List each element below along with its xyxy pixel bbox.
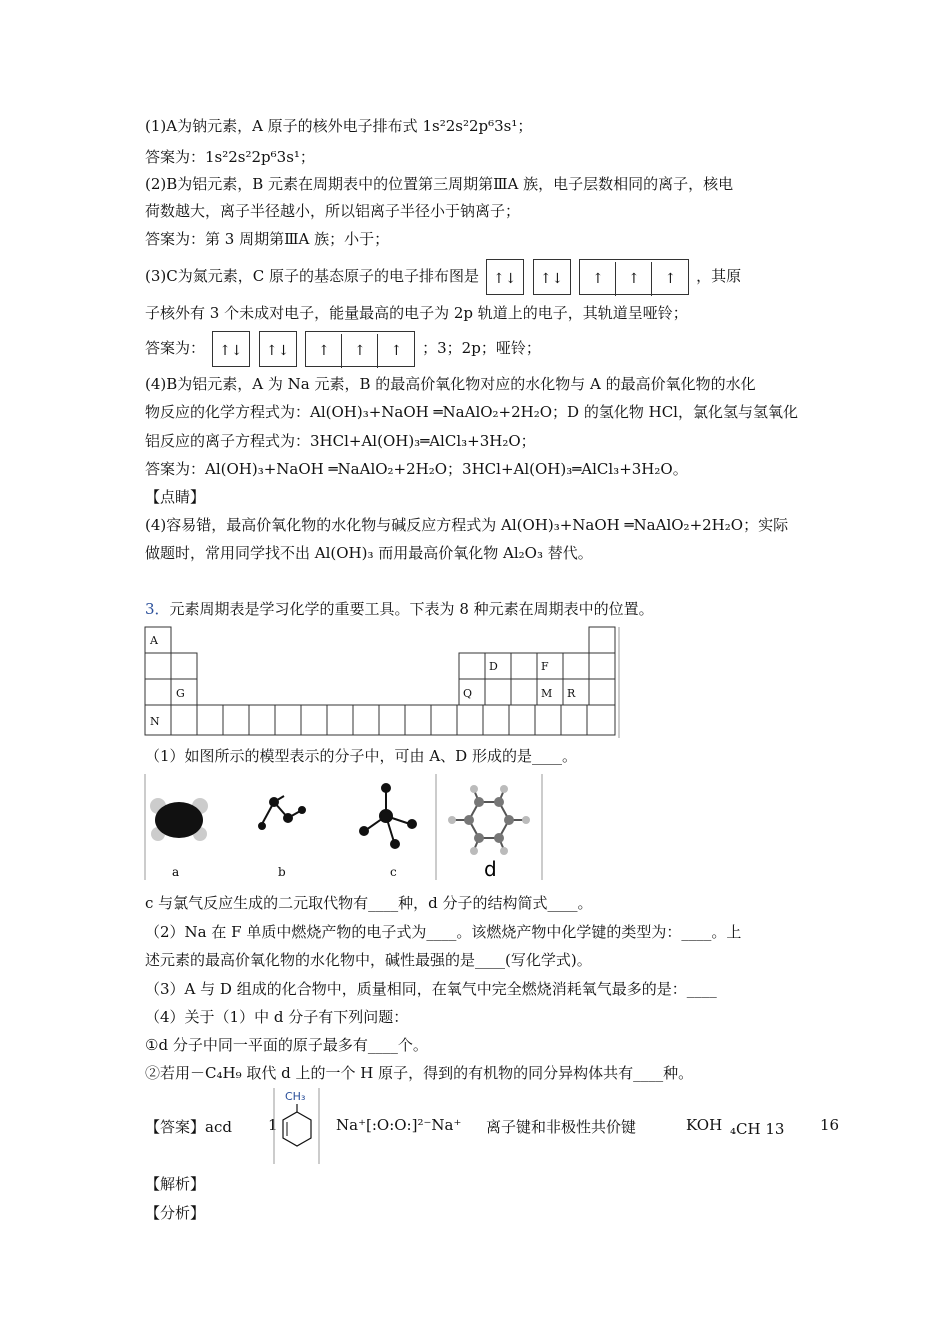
label-d: d — [484, 857, 497, 881]
toluene-structure — [273, 1088, 321, 1164]
cell-F: F — [541, 660, 549, 673]
cell-Q: Q — [463, 687, 473, 700]
question-number: 3． — [145, 600, 170, 618]
answer-toluene-prefix: 1 — [268, 1116, 278, 1134]
subquestion-1: （1）如图所示的模型表示的分子中，可由 A、D 形成的是____。 — [145, 747, 577, 765]
line-5: 答案为：第 3 周期第ⅢA 族；小于； — [145, 230, 390, 248]
line-15: 做题时，常用同学找不出 Al(OH)₃ 而用最高价氧化物 Al₂O₃ 替代。 — [145, 544, 593, 562]
answer-electron-formula: Na⁺[:O:O:]²⁻Na⁺ — [336, 1116, 462, 1134]
line-6-tail: ，其原 — [696, 267, 742, 285]
answer-methane: ₄CH 13 — [730, 1120, 785, 1138]
orbital-1s — [212, 331, 250, 367]
c-line: c 与氯气反应生成的二元取代物有____种，d 分子的结构简式____。 — [145, 894, 593, 912]
breakdown-heading: 【分析】 — [145, 1204, 206, 1222]
subquestion-4: （4）关于（1）中 d 分子有下列问题： — [145, 1008, 409, 1026]
orbital-box: ↑↓ — [539, 271, 564, 287]
orbital-box: ↑↓ — [219, 343, 243, 359]
line-8 — [145, 330, 541, 367]
answer-label: 【答案】acd — [145, 1118, 232, 1136]
cell-N: N — [150, 715, 160, 728]
line-12: 答案为：Al(OH)₃+NaOH ═NaAlO₂+2H₂O；3HCl+Al(OH)₃═AlCl₃+3H₂O。 — [145, 460, 688, 478]
orbital-box: ↑ — [390, 343, 403, 359]
orbital-2p — [305, 331, 415, 367]
molecule-a — [150, 798, 208, 879]
methyl-label: CH₃ — [285, 1090, 306, 1103]
cell-D: D — [489, 660, 498, 673]
orbital-box: ↑↓ — [265, 343, 290, 359]
answer-bond-type: 离子键和非极性共价键 — [486, 1118, 637, 1136]
line-3: (2)B为铝元素，B 元素在周期表中的位置第三周期第ⅢA 族，电子层数相同的离子，核电 — [145, 175, 734, 193]
line-9: (4)B为铝元素，A 为 Na 元素，B 的最高价氧化物对应的水化物与 A 的最高价氧化物的水化 — [145, 375, 756, 393]
line-14: (4)容易错，最高价氧化物的水化物与碱反应方程式为 Al(OH)₃+NaOH ═NaAlO₂+2H₂O；实际 — [145, 516, 789, 534]
label-c: c — [390, 865, 397, 879]
orbital-box: ↑↓ — [493, 271, 517, 287]
line-7: 子核外有 3 个未成对电子，能量最高的电子为 2p 轨道上的电子，其轨道呈哑铃； — [145, 304, 688, 322]
cell-R: R — [567, 687, 576, 700]
line-6 — [145, 258, 741, 295]
periodic-table — [144, 626, 622, 738]
question-3 — [145, 599, 654, 619]
line-6-text: (3)C为氮元素，C 原子的基态原子的电子排布图是 — [145, 267, 479, 285]
subquestion-2a: （2）Na 在 F 单质中燃烧产物的电子式为____。该燃烧产物中化学键的类型为：____。上 — [145, 923, 742, 941]
orbital-box: ↑ — [616, 262, 652, 296]
orbital-1s — [486, 259, 524, 295]
line-8-text: 答案为： — [145, 339, 206, 357]
line-10: 物反应的化学方程式为：Al(OH)₃+NaOH ═NaAlO₂+2H₂O；D 的氢化物 HCl，氯化氢与氢氧化 — [145, 403, 798, 421]
orbital-box: ↑ — [580, 262, 616, 296]
molecule-models — [144, 772, 544, 882]
cell-G: G — [176, 687, 185, 700]
answer-isomers: 16 — [820, 1116, 840, 1134]
orbital-box: ↑ — [342, 334, 378, 368]
orbital-2s — [259, 331, 297, 367]
subquestion-2b: 述元素的最高价氧化物的水化物中，碱性最强的是____(写化学式)。 — [145, 951, 592, 969]
orbital-2s — [533, 259, 571, 295]
molecule-d — [448, 785, 530, 881]
line-8-tail: ；3；2p；哑铃； — [422, 339, 541, 357]
orbital-box: ↑ — [664, 271, 677, 287]
orbital-box: ↑ — [306, 334, 342, 368]
subquestion-3: （3）A 与 D 组成的化合物中，质量相同，在氧气中完全燃烧消耗氧气最多的是：____ — [145, 980, 717, 998]
molecule-b — [259, 796, 305, 879]
label-b: b — [278, 865, 286, 879]
answer-base: KOH — [686, 1116, 723, 1134]
question-text: 元素周期表是学习化学的重要工具。下表为 8 种元素在周期表中的位置。 — [169, 600, 654, 618]
orbital-2p — [579, 259, 689, 295]
line-13: 【点睛】 — [145, 488, 206, 506]
cell-M: M — [541, 687, 553, 700]
molecule-c — [360, 784, 416, 879]
line-1: (1)A为钠元素，A 原子的核外电子排布式 1s²2s²2p⁶3s¹； — [145, 117, 533, 135]
label-a: a — [172, 865, 180, 879]
line-2: 答案为：1s²2s²2p⁶3s¹； — [145, 148, 315, 166]
line-4: 荷数越大，离子半径越小，所以铝离子半径小于钠离子； — [145, 202, 521, 220]
subquestion-4a: ①d 分子中同一平面的原子最多有____个。 — [145, 1036, 428, 1054]
analysis-heading: 【解析】 — [145, 1175, 206, 1193]
line-11: 铝反应的离子方程式为：3HCl+Al(OH)₃═AlCl₃+3H₂O； — [145, 432, 536, 450]
cell-A: A — [150, 634, 158, 647]
subquestion-4b: ②若用－C₄H₉ 取代 d 上的一个 H 原子，得到的有机物的同分异构体共有____种。 — [145, 1064, 694, 1082]
